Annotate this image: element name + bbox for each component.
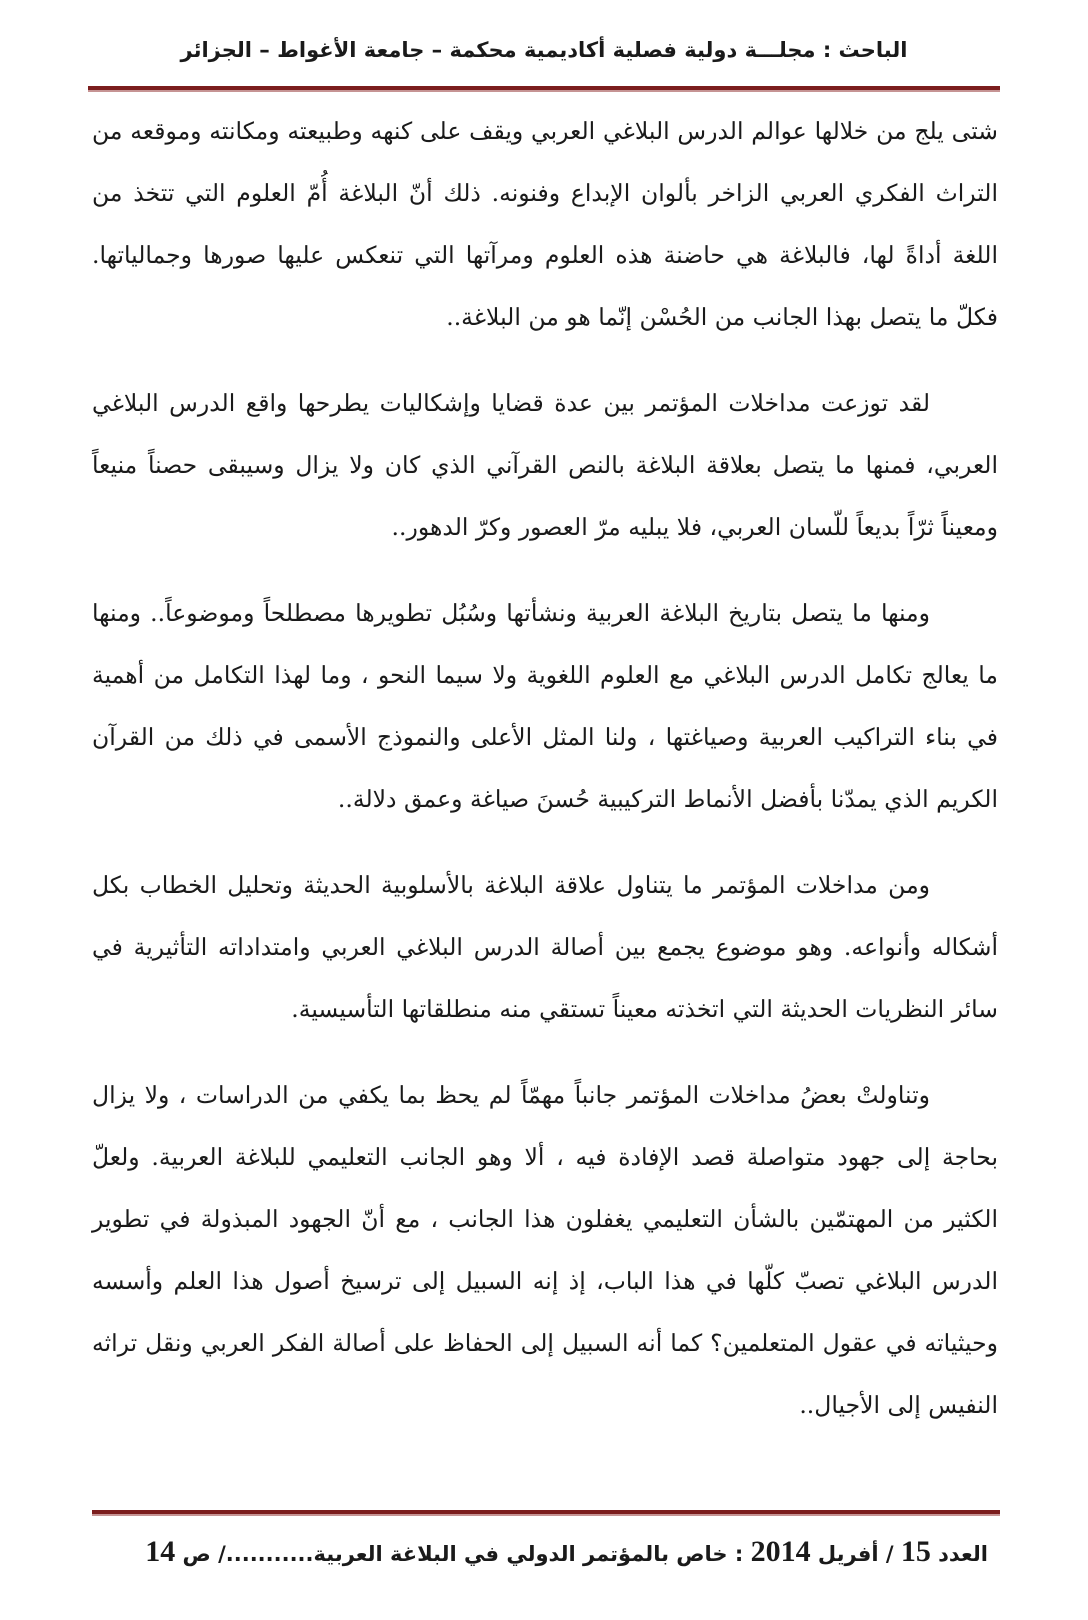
paragraph: ومن مداخلات المؤتمر ما يتناول علاقة البلاغة بالأسلوبية الحديثة وتحليل الخطاب بكل أشكاله وأنواعه. وهو موضوع يجمع بين أصالة الدرس البلاغي العربي وامتداداته التأثيرية في سائر النظريات الحديثة التي اتخذته معيناً تستقي منه منطلقاتها التأسيسية. xyxy=(92,871,998,1023)
journal-header xyxy=(88,30,1000,70)
paragraph: ومنها ما يتصل بتاريخ البلاغة العربية ونشأتها وسُبُل تطويرها مصطلحاً وموضوعاً.. ومنها ما يعالج تكامل الدرس البلاغي مع العلوم اللغوية ولا سيما النحو ، وما لهذا التكامل من أهمية في بناء التراكيب العربية وصياغتها ، ولنا المثل الأعلى والنموذج الأسمى في ذلك من القرآن الكريم الذي يمدّنا بأفضل الأنماط التركيبية حُسنَ صياغة وعمق دلالة.. xyxy=(92,599,998,813)
footer-separator: / xyxy=(885,1542,894,1566)
paragraph: لقد توزعت مداخلات المؤتمر بين عدة قضايا وإشكاليات يطرحها واقع الدرس البلاغي العربي، فمنها ما يتصل بعلاقة البلاغة بالنص القرآني الذي كان ولا يزال وسيبقى حصناً منيعاً ومعيناً ثرّاً بديعاً للّسان العربي، فلا يبليه مرّ العصور وكرّ الدهور.. xyxy=(92,389,998,541)
article-body xyxy=(92,100,998,1460)
page-number: 14 xyxy=(145,1535,176,1568)
page-footer xyxy=(100,1528,988,1576)
paragraph: شتى يلج من خلالها عوالم الدرس البلاغي العربي ويقف على كنهه وطبيعته ومكانته وموقعه من التراث الفكري العربي الزاخر بألوان الإبداع وفنونه. ذلك أنّ البلاغة أُمّ العلوم التي تتخذ من اللغة أداةً لها، فالبلاغة هي حاضنة هذه العلوم ومرآتها التي تنعكس عليها صورها وجمالياتها. فكلّ ما يتصل بهذا الجانب من الحُسْن إنّما هو من البلاغة.. xyxy=(92,117,998,331)
footer-divider xyxy=(92,1510,1000,1516)
paragraph: وتناولتْ بعضُ مداخلات المؤتمر جانباً مهمّاً لم يحظ بما يكفي من الدراسات ، ولا يزال بحاجة إلى جهود متواصلة قصد الإفادة فيه ، ألا وهو الجانب التعليمي للبلاغة العربية. ولعلّ الكثير من المهتمّين بالشأن التعليمي يغفلون هذا الجانب ، مع أنّ الجهود المبذولة في تطوير الدرس البلاغي تصبّ كلّها في هذا الباب، إذ إنه السبيل إلى ترسيخ أصول هذا العلم وأسسه وحيثياته في عقول المتعلمين؟ كما أنه السبيل إلى الحفاظ على أصالة الفكر العربي ونقل تراثه النفيس إلى الأجيال.. xyxy=(92,1081,998,1419)
issue-label: العدد xyxy=(938,1542,988,1566)
special-issue-text: : خاص بالمؤتمر الدولي في البلاغة العربية.........../ xyxy=(218,1542,744,1566)
header-divider xyxy=(88,86,1000,92)
issue-number: 15 xyxy=(900,1535,931,1568)
issue-year: 2014 xyxy=(750,1535,811,1568)
page-label: ص xyxy=(182,1542,211,1566)
journal-title-line: الباحث : مجلـــة دولية فصلية أكاديمية محكمة – جامعة الأغواط – الجزائر xyxy=(180,38,908,62)
issue-month: أفريل xyxy=(817,1542,879,1566)
